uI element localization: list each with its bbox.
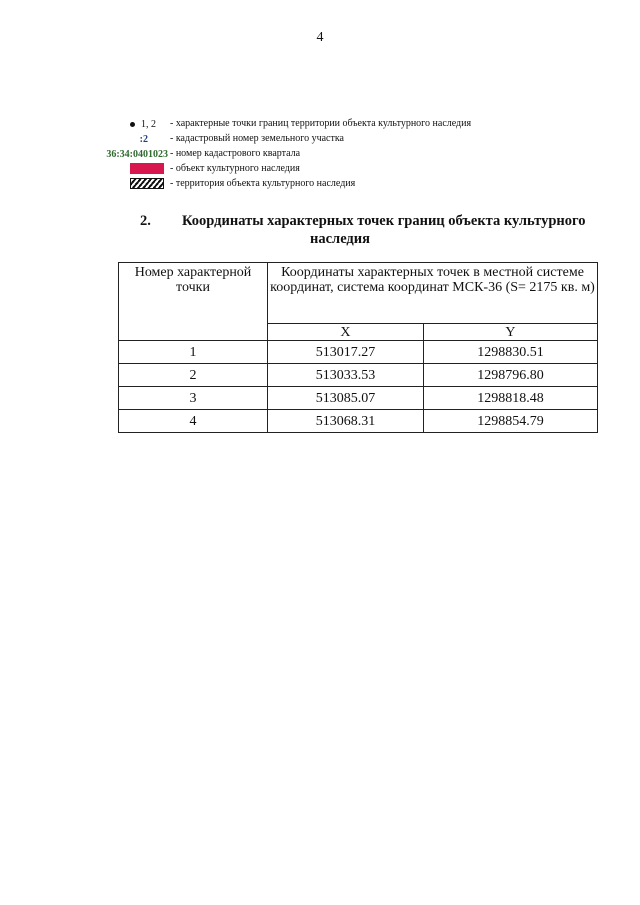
header-point-number: Номер характерной точки <box>119 263 268 341</box>
table-row <box>119 341 598 364</box>
table-row <box>119 364 598 387</box>
table-header-row <box>119 263 598 324</box>
legend-description: - территория объекта культурного наследия <box>170 178 356 189</box>
table-row <box>119 387 598 410</box>
cell-y: 1298818.48 <box>423 387 597 410</box>
table-row <box>119 410 598 433</box>
section-title-line-2: наследия <box>310 231 370 247</box>
legend-symbol-points <box>130 117 156 131</box>
legend-symbol-text: 1, 2 <box>141 118 156 130</box>
coordinates-table <box>118 262 598 433</box>
legend-description: - кадастровый номер земельного участка <box>170 133 344 144</box>
header-coordinates: Координаты характерных точек в местной системе координат, система координат МСК-36 (S= 2175 кв. м) <box>268 263 598 324</box>
legend-row-heritage-territory <box>0 177 640 191</box>
cell-x: 513017.27 <box>268 341 424 364</box>
cell-x: 513068.31 <box>268 410 424 433</box>
cell-y: 1298830.51 <box>423 341 597 364</box>
legend-row-heritage-object <box>0 162 640 176</box>
header-y: Y <box>423 324 597 341</box>
cell-x: 513085.07 <box>268 387 424 410</box>
cell-point: 2 <box>119 364 268 387</box>
legend-symbol-cadastral-number: :2 <box>139 133 148 145</box>
page-number: 4 <box>316 30 324 45</box>
legend-symbol-cadastral-quarter: 36:34:0401023 <box>106 148 168 160</box>
legend-row-cadastral-number <box>0 132 640 146</box>
cell-x: 513033.53 <box>268 364 424 387</box>
cell-y: 1298854.79 <box>423 410 597 433</box>
section-title-line-1: Координаты характерных точек границ объекта культурного <box>182 213 586 229</box>
section-number: 2. <box>140 213 151 229</box>
heritage-territory-hatch-icon <box>130 178 164 189</box>
legend-description: - номер кадастрового квартала <box>170 148 301 159</box>
cell-point: 1 <box>119 341 268 364</box>
heritage-object-swatch-icon <box>130 163 164 174</box>
legend-row-cadastral-quarter <box>0 147 640 161</box>
legend-description: - объект культурного наследия <box>170 163 300 174</box>
legend-description: - характерные точки границ территории объекта культурного наследия <box>170 118 472 129</box>
header-x: X <box>268 324 424 341</box>
point-dot-icon <box>130 122 135 127</box>
cell-point: 4 <box>119 410 268 433</box>
legend-row-points <box>0 117 640 131</box>
cell-point: 3 <box>119 387 268 410</box>
cell-y: 1298796.80 <box>423 364 597 387</box>
